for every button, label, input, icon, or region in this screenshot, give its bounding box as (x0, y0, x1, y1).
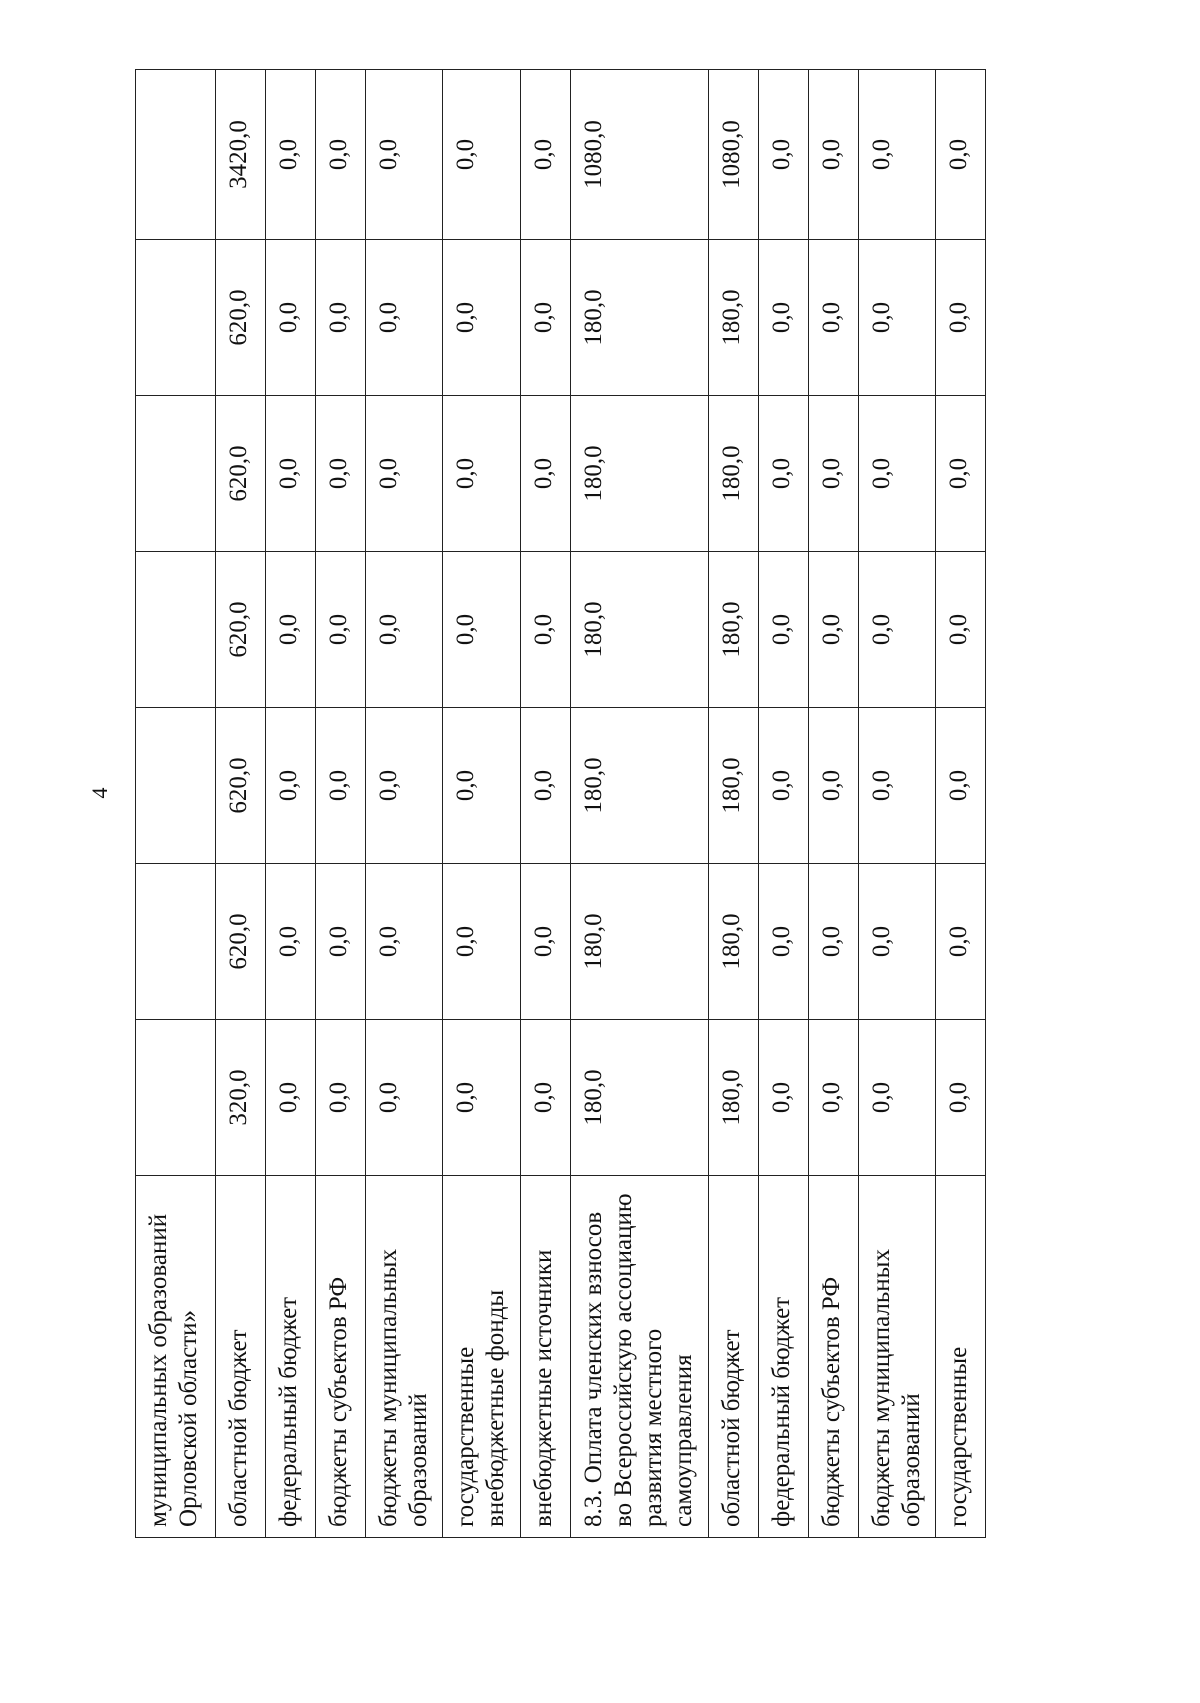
table-row (859, 70, 936, 1538)
row-label: 8.3. Оплата членских взносов во Всероссийскую ассоциацию развития местного самоуправления (571, 1176, 709, 1538)
row-label: федеральный бюджет (266, 1176, 316, 1538)
value-cell: 0,0 (521, 1020, 571, 1176)
value-cell (136, 396, 216, 552)
value-cell (136, 552, 216, 708)
value-cell: 0,0 (936, 552, 986, 708)
value-cell: 180,0 (709, 552, 759, 708)
row-label: областной бюджет (709, 1176, 759, 1538)
value-cell: 0,0 (936, 70, 986, 240)
value-cell: 0,0 (316, 396, 366, 552)
value-cell: 180,0 (709, 396, 759, 552)
budget-table (135, 69, 986, 1538)
value-cell: 0,0 (316, 70, 366, 240)
table-row (521, 70, 571, 1538)
row-label: внебюджетные источники (521, 1176, 571, 1538)
value-cell: 620,0 (216, 864, 266, 1020)
value-cell: 0,0 (859, 396, 936, 552)
value-cell: 180,0 (571, 708, 709, 864)
value-cell: 0,0 (266, 708, 316, 864)
value-cell: 180,0 (709, 708, 759, 864)
value-cell: 0,0 (759, 864, 809, 1020)
row-label: бюджеты субъектов РФ (809, 1176, 859, 1538)
value-cell: 620,0 (216, 552, 266, 708)
value-cell: 0,0 (266, 396, 316, 552)
value-cell: 180,0 (709, 864, 759, 1020)
value-cell: 0,0 (936, 1020, 986, 1176)
value-cell: 620,0 (216, 396, 266, 552)
value-cell: 0,0 (316, 708, 366, 864)
value-cell: 0,0 (859, 240, 936, 396)
value-cell: 0,0 (366, 70, 443, 240)
value-cell: 0,0 (443, 552, 521, 708)
value-cell: 0,0 (443, 864, 521, 1020)
value-cell: 0,0 (443, 396, 521, 552)
value-cell: 0,0 (759, 240, 809, 396)
value-cell: 180,0 (571, 1020, 709, 1176)
value-cell: 0,0 (366, 396, 443, 552)
value-cell: 0,0 (521, 708, 571, 864)
value-cell: 0,0 (266, 240, 316, 396)
row-label: бюджеты субъектов РФ (316, 1176, 366, 1538)
value-cell: 1080,0 (571, 70, 709, 240)
value-cell: 0,0 (366, 552, 443, 708)
value-cell: 0,0 (859, 552, 936, 708)
value-cell: 0,0 (316, 240, 366, 396)
row-label: областной бюджет (216, 1176, 266, 1538)
value-cell: 0,0 (366, 240, 443, 396)
value-cell: 0,0 (443, 708, 521, 864)
value-cell: 0,0 (759, 70, 809, 240)
value-cell: 0,0 (266, 70, 316, 240)
value-cell: 0,0 (936, 864, 986, 1020)
page-number: 4 (87, 787, 112, 799)
value-cell: 0,0 (809, 396, 859, 552)
table-row (216, 70, 266, 1538)
table-row (366, 70, 443, 1538)
value-cell: 3420,0 (216, 70, 266, 240)
value-cell: 180,0 (571, 396, 709, 552)
value-cell: 0,0 (809, 1020, 859, 1176)
value-cell: 320,0 (216, 1020, 266, 1176)
value-cell (136, 1020, 216, 1176)
value-cell: 180,0 (571, 240, 709, 396)
table-row (316, 70, 366, 1538)
value-cell: 0,0 (443, 70, 521, 240)
value-cell (136, 864, 216, 1020)
value-cell: 0,0 (316, 864, 366, 1020)
value-cell: 0,0 (443, 1020, 521, 1176)
value-cell: 0,0 (809, 240, 859, 396)
value-cell: 180,0 (571, 552, 709, 708)
value-cell: 0,0 (809, 552, 859, 708)
row-label: федеральный бюджет (759, 1176, 809, 1538)
value-cell: 0,0 (521, 864, 571, 1020)
value-cell: 180,0 (709, 1020, 759, 1176)
value-cell (136, 70, 216, 240)
value-cell: 0,0 (809, 864, 859, 1020)
value-cell: 0,0 (759, 396, 809, 552)
value-cell: 0,0 (759, 1020, 809, 1176)
row-label: бюджеты муниципальных образований (859, 1176, 936, 1538)
table-row (136, 70, 216, 1538)
value-cell: 180,0 (709, 240, 759, 396)
table-row (443, 70, 521, 1538)
value-cell: 0,0 (316, 552, 366, 708)
table-row (936, 70, 986, 1538)
value-cell: 0,0 (936, 240, 986, 396)
table-row (809, 70, 859, 1538)
value-cell: 0,0 (859, 708, 936, 864)
value-cell: 0,0 (521, 240, 571, 396)
value-cell: 0,0 (859, 70, 936, 240)
value-cell: 0,0 (366, 1020, 443, 1176)
value-cell: 0,0 (266, 1020, 316, 1176)
value-cell: 0,0 (936, 396, 986, 552)
value-cell: 0,0 (759, 708, 809, 864)
value-cell: 0,0 (859, 864, 936, 1020)
value-cell: 0,0 (443, 240, 521, 396)
value-cell: 0,0 (366, 864, 443, 1020)
value-cell: 0,0 (316, 1020, 366, 1176)
value-cell: 0,0 (809, 70, 859, 240)
row-label: бюджеты муниципальных образований (366, 1176, 443, 1538)
table-row (709, 70, 759, 1538)
value-cell: 0,0 (809, 708, 859, 864)
value-cell: 0,0 (759, 552, 809, 708)
value-cell: 0,0 (859, 1020, 936, 1176)
table-row (571, 70, 709, 1538)
row-label: государственные внебюджетные фонды (443, 1176, 521, 1538)
row-label: государственные (936, 1176, 986, 1538)
value-cell: 0,0 (521, 70, 571, 240)
value-cell: 0,0 (266, 552, 316, 708)
value-cell: 0,0 (366, 708, 443, 864)
value-cell: 180,0 (571, 864, 709, 1020)
value-cell: 620,0 (216, 708, 266, 864)
value-cell (136, 240, 216, 396)
value-cell: 620,0 (216, 240, 266, 396)
table-row (759, 70, 809, 1538)
budget-table-container (135, 70, 1060, 1538)
table-row (266, 70, 316, 1538)
value-cell: 0,0 (521, 396, 571, 552)
value-cell: 1080,0 (709, 70, 759, 240)
value-cell: 0,0 (266, 864, 316, 1020)
value-cell (136, 708, 216, 864)
value-cell: 0,0 (521, 552, 571, 708)
row-label: муниципальных образований Орловской области» (136, 1176, 216, 1538)
value-cell: 0,0 (936, 708, 986, 864)
